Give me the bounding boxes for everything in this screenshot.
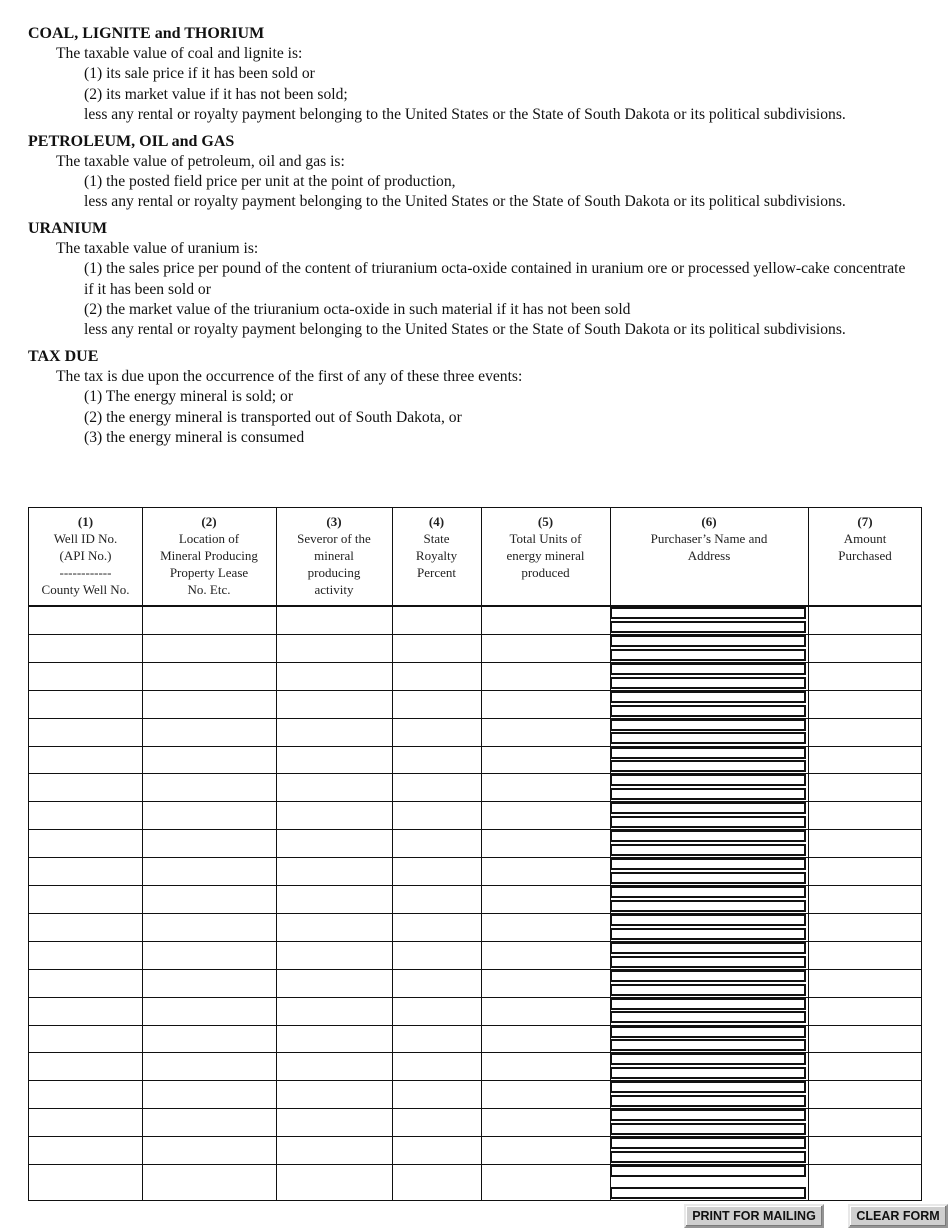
purchaser-address-fields [610,1025,806,1053]
well-id-field[interactable] [30,635,141,661]
purchaser-address-fields [610,773,806,801]
royalty-field[interactable] [393,1081,480,1107]
severor-field[interactable] [277,998,391,1024]
purchaser-address-field[interactable] [610,1067,806,1079]
column-header-royalty [392,513,481,581]
severor-field[interactable] [277,1053,391,1079]
purchaser-name-field[interactable] [610,635,806,647]
well-id-field[interactable] [30,607,141,633]
location-field[interactable] [143,1165,275,1199]
amount-field[interactable] [809,1081,920,1107]
column-header-severor [276,513,392,598]
purchaser-name-field[interactable] [610,802,806,814]
well-id-field[interactable] [30,774,141,800]
amount-field[interactable] [809,886,920,912]
total-units-field[interactable] [482,970,609,996]
well-id-field[interactable] [30,1137,141,1163]
purchaser-address-fields [610,606,806,634]
purchaser-address-field[interactable] [610,1095,806,1107]
section-heading: PETROLEUM, OIL and GAS [28,132,235,150]
section-item: (1) the posted field price per unit at the point of production, [84,173,456,191]
purchaser-address-fields [610,1164,806,1200]
section-item: (2) the market value of the triuranium octa-oxide in such material if it has not been sold [84,301,631,319]
total-units-field[interactable] [482,830,609,856]
location-field[interactable] [143,607,275,633]
section-uranium [28,219,928,341]
purchaser-name-field[interactable] [610,1026,806,1038]
location-field[interactable] [143,914,275,940]
well-id-field[interactable] [30,970,141,996]
severor-field[interactable] [277,1109,391,1135]
location-field[interactable] [143,802,275,828]
total-units-field[interactable] [482,1081,609,1107]
section-item: (2) the energy mineral is transported out of South Dakota, or [84,408,462,426]
well-id-field[interactable] [30,1081,141,1107]
column-label: Total Units of energy mineral produced [506,531,585,580]
location-field[interactable] [143,719,275,745]
amount-field[interactable] [809,1053,920,1079]
purchaser-name-field[interactable] [610,719,806,731]
purchaser-address-field[interactable] [610,621,806,633]
purchaser-address-fields [610,997,806,1025]
severor-field[interactable] [277,802,391,828]
purchaser-address-field[interactable] [610,788,806,800]
well-id-field[interactable] [30,1165,141,1199]
severor-field[interactable] [277,774,391,800]
royalty-field[interactable] [393,635,480,661]
well-id-field[interactable] [30,719,141,745]
print-for-mailing-button[interactable]: PRINT FOR MAILING [684,1204,824,1228]
purchaser-address-field[interactable] [610,872,806,884]
purchaser-name-field[interactable] [610,970,806,982]
section-intro: The taxable value of coal and lignite is: [56,45,303,62]
amount-field[interactable] [809,970,920,996]
purchaser-address-fields [610,690,806,718]
purchaser-address-field[interactable] [610,705,806,717]
total-units-field[interactable] [482,635,609,661]
location-field[interactable] [143,830,275,856]
purchaser-address-field[interactable] [610,732,806,744]
royalty-field[interactable] [393,970,480,996]
severor-field[interactable] [277,691,391,717]
well-id-field[interactable] [30,1053,141,1079]
purchaser-address-field[interactable] [610,956,806,968]
purchaser-address-fields [610,829,806,857]
instructions [28,24,928,455]
purchaser-name-field[interactable] [610,1081,806,1093]
royalty-field[interactable] [393,1026,480,1052]
severor-field[interactable] [277,1137,391,1163]
production-table [28,507,922,1201]
well-id-field[interactable] [30,942,141,968]
column-header-amount [808,513,922,564]
royalty-field[interactable] [393,886,480,912]
section-heading: COAL, LIGNITE and THORIUM [28,25,265,42]
royalty-field[interactable] [393,719,480,745]
purchaser-address-field[interactable] [610,984,806,996]
section-heading: URANIUM [28,219,108,237]
royalty-field[interactable] [393,607,480,633]
severor-field[interactable] [277,858,391,884]
purchaser-address-fields [610,662,806,690]
severor-field[interactable] [277,1081,391,1107]
amount-field[interactable] [809,830,920,856]
total-units-field[interactable] [482,719,609,745]
section-intro: The taxable value of petroleum, oil and gas is: [56,152,345,170]
purchaser-name-field[interactable] [610,607,806,619]
total-units-field[interactable] [482,774,609,800]
section-item: (3) the energy mineral is consumed [84,429,305,447]
purchaser-name-field[interactable] [610,886,806,898]
location-field[interactable] [143,998,275,1024]
total-units-field[interactable] [482,998,609,1024]
purchaser-address-field[interactable] [610,649,806,661]
well-id-field[interactable] [30,914,141,940]
well-id-field[interactable] [30,747,141,773]
royalty-field[interactable] [393,691,480,717]
purchaser-address-field[interactable] [610,1151,806,1163]
purchaser-name-field[interactable] [610,998,806,1010]
severor-field[interactable] [277,1165,391,1199]
section-closing: less any rental or royalty payment belonging to the United States or the State of South Dakota or its political subdivisions. [84,193,846,211]
severor-field[interactable] [277,663,391,689]
total-units-field[interactable] [482,886,609,912]
amount-field[interactable] [809,914,920,940]
purchaser-address-fields [610,885,806,913]
section-tax-due [28,347,928,449]
column-number: (7) [857,514,873,529]
column-header-well-id [29,513,142,598]
purchaser-address-fields [610,1136,806,1164]
total-units-field[interactable] [482,747,609,773]
purchaser-address-field[interactable] [610,1011,806,1023]
column-label: Location of Mineral Producing Property Lease No. Etc. [160,531,258,597]
purchaser-name-field[interactable] [610,914,806,926]
purchaser-address-fields [610,634,806,662]
well-id-field[interactable] [30,802,141,828]
location-field[interactable] [143,886,275,912]
column-number: (2) [201,514,217,529]
purchaser-address-field[interactable] [610,1123,806,1135]
location-field[interactable] [143,1137,275,1163]
purchaser-name-field[interactable] [610,858,806,870]
purchaser-address-field[interactable] [610,900,806,912]
location-field[interactable] [143,691,275,717]
purchaser-name-field[interactable] [610,1053,806,1065]
severor-field[interactable] [277,886,391,912]
location-field[interactable] [143,858,275,884]
column-header-location [142,513,276,598]
column-number: (1) [77,514,94,529]
amount-field[interactable] [809,663,920,689]
column-label: Severor of the mineral producing activity [297,531,371,597]
severor-field[interactable] [277,942,391,968]
purchaser-address-fields [610,941,806,969]
purchaser-address-fields [610,1108,806,1136]
amount-field[interactable] [809,1109,920,1135]
total-units-field[interactable] [482,858,609,884]
purchaser-address-field[interactable] [610,1187,806,1199]
location-field[interactable] [143,942,275,968]
total-units-field[interactable] [482,607,609,633]
purchaser-name-field[interactable] [610,1165,806,1177]
purchaser-address-field[interactable] [610,816,806,828]
purchaser-name-field[interactable] [610,663,806,675]
amount-field[interactable] [809,802,920,828]
section-intro: The tax is due upon the occurrence of the first of any of these three events: [56,367,523,385]
royalty-field[interactable] [393,663,480,689]
purchaser-address-field[interactable] [610,928,806,940]
amount-field[interactable] [809,719,920,745]
total-units-field[interactable] [482,1109,609,1135]
amount-field[interactable] [809,1165,920,1199]
severor-field[interactable] [277,914,391,940]
well-id-field[interactable] [30,663,141,689]
location-field[interactable] [143,1109,275,1135]
royalty-field[interactable] [393,802,480,828]
severor-field[interactable] [277,607,391,633]
total-units-field[interactable] [482,663,609,689]
royalty-field[interactable] [393,1109,480,1135]
column-number: (6) [701,514,717,529]
section-coal [28,24,928,126]
well-id-field[interactable] [30,886,141,912]
section-heading: TAX DUE [28,347,99,365]
well-id-field[interactable] [30,691,141,717]
total-units-field[interactable] [482,802,609,828]
amount-field[interactable] [809,1026,920,1052]
royalty-field[interactable] [393,774,480,800]
royalty-field[interactable] [393,858,480,884]
well-id-field[interactable] [30,998,141,1024]
well-id-field[interactable] [30,830,141,856]
purchaser-address-field[interactable] [610,760,806,772]
total-units-field[interactable] [482,1026,609,1052]
location-field[interactable] [143,970,275,996]
royalty-field[interactable] [393,1165,480,1199]
column-label: State Royalty Percent [415,531,458,580]
well-id-field[interactable] [30,1109,141,1135]
total-units-field[interactable] [482,942,609,968]
amount-field[interactable] [809,747,920,773]
well-id-field[interactable] [30,858,141,884]
purchaser-address-fields [610,801,806,829]
purchaser-address-fields [610,746,806,774]
amount-field[interactable] [809,858,920,884]
well-id-field[interactable] [30,1026,141,1052]
royalty-field[interactable] [393,830,480,856]
amount-field[interactable] [809,942,920,968]
column-label: Purchaser’s Name and Address [650,531,768,563]
purchaser-name-field[interactable] [610,830,806,842]
column-number: (5) [537,514,554,529]
column-label: Well ID No. (API No.) ------------ County Well No. [41,531,130,597]
purchaser-name-field[interactable] [610,942,806,954]
section-closing: less any rental or royalty payment belonging to the United States or the State of South Dakota or its political subdivisions. [84,321,846,339]
purchaser-address-fields [610,857,806,885]
section-item: (1) The energy mineral is sold; or [84,388,294,406]
section-item: (1) its sale price if it has been sold or [84,65,315,83]
purchaser-name-field[interactable] [610,691,806,703]
purchaser-address-fields [610,969,806,997]
royalty-field[interactable] [393,914,480,940]
total-units-field[interactable] [482,1165,609,1199]
clear-form-button[interactable]: CLEAR FORM [848,1204,948,1228]
royalty-field[interactable] [393,942,480,968]
amount-field[interactable] [809,1137,920,1163]
purchaser-name-field[interactable] [610,747,806,759]
severor-field[interactable] [277,970,391,996]
purchaser-address-field[interactable] [610,844,806,856]
column-label: Amount Purchased [838,531,892,563]
purchaser-address-fields [610,913,806,941]
section-intro: The taxable value of uranium is: [56,239,259,257]
location-field[interactable] [143,1026,275,1052]
section-item: (1) the sales price per pound of the content of triuranium octa-oxide contained in uranium ore or processed yellow-cake concentrate if it has been sold or [84,260,906,298]
location-field[interactable] [143,663,275,689]
severor-field[interactable] [277,635,391,661]
total-units-field[interactable] [482,914,609,940]
location-field[interactable] [143,774,275,800]
total-units-field[interactable] [482,1137,609,1163]
purchaser-address-fields [610,718,806,746]
column-header-total-units [481,513,610,581]
column-header-purchaser [610,513,808,564]
total-units-field[interactable] [482,691,609,717]
column-number: (4) [428,514,445,529]
royalty-field[interactable] [393,998,480,1024]
total-units-field[interactable] [482,1053,609,1079]
amount-field[interactable] [809,774,920,800]
section-item: (2) its market value if it has not been sold; [84,85,348,103]
severor-field[interactable] [277,830,391,856]
amount-field[interactable] [809,635,920,661]
severor-field[interactable] [277,1026,391,1052]
royalty-field[interactable] [393,1137,480,1163]
section-petroleum [28,132,928,213]
purchaser-address-fields [610,1080,806,1108]
severor-field[interactable] [277,747,391,773]
purchaser-name-field[interactable] [610,774,806,786]
royalty-field[interactable] [393,747,480,773]
purchaser-address-field[interactable] [610,677,806,689]
amount-field[interactable] [809,998,920,1024]
location-field[interactable] [143,747,275,773]
location-field[interactable] [143,635,275,661]
royalty-field[interactable] [393,1053,480,1079]
purchaser-address-fields [610,1052,806,1080]
amount-field[interactable] [809,607,920,633]
purchaser-address-field[interactable] [610,1039,806,1051]
location-field[interactable] [143,1053,275,1079]
purchaser-name-field[interactable] [610,1137,806,1149]
purchaser-name-field[interactable] [610,1109,806,1121]
location-field[interactable] [143,1081,275,1107]
section-closing: less any rental or royalty payment belonging to the United States or the State of South Dakota or its political subdivisions. [84,106,846,124]
severor-field[interactable] [277,719,391,745]
amount-field[interactable] [809,691,920,717]
column-number: (3) [326,514,342,529]
